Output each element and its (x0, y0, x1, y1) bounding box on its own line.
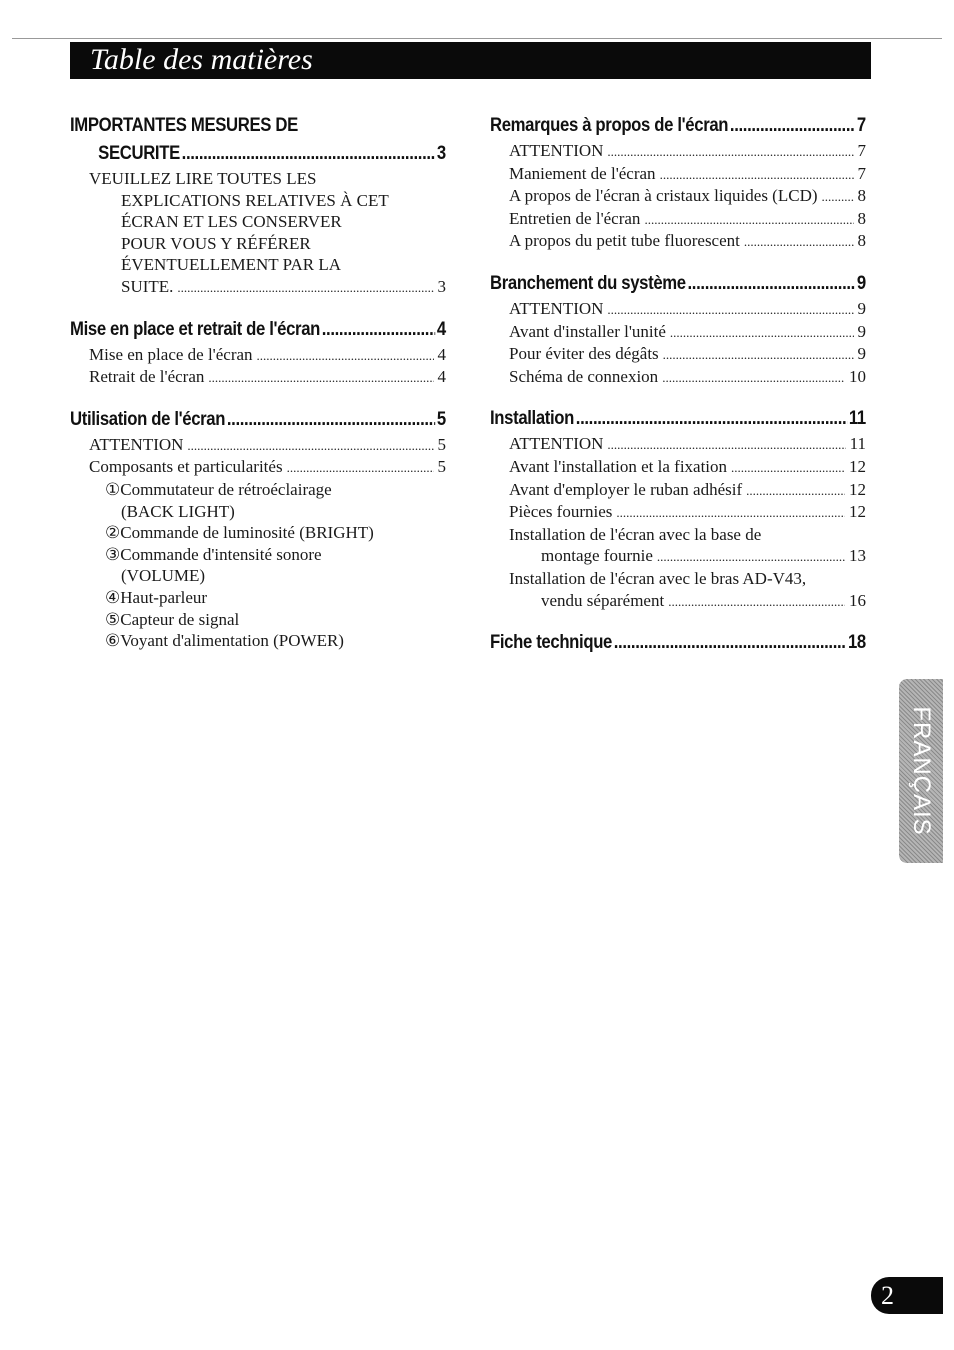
toc-section-installation (490, 405, 866, 612)
entry-text: Mise en place de l'écran (89, 344, 253, 364)
entry-text: Composants et particularités (89, 457, 283, 477)
sub-entry-continuation: (VOLUME) (121, 566, 206, 586)
entry-text: Retrait de l'écran (89, 367, 205, 387)
toc-entry[interactable] (70, 168, 446, 190)
dot-leader (660, 164, 854, 186)
dot-leader (822, 186, 854, 208)
toc-entry[interactable] (490, 366, 866, 389)
dot-leader (688, 270, 856, 298)
section-heading[interactable] (70, 316, 446, 344)
entry-line: ÉCRAN ET LES CONSERVER (121, 212, 342, 232)
toc-entry[interactable] (70, 344, 446, 367)
section-heading[interactable] (490, 270, 866, 298)
toc-section-mise-en-place (70, 316, 446, 389)
toc-entry-last-line[interactable] (70, 276, 446, 299)
dot-leader (744, 231, 854, 253)
heading-page-number: 7 (856, 115, 866, 136)
sub-entry[interactable]: ②Commande de luminosité (BRIGHT) (105, 523, 374, 543)
entry-page-number: 16 (849, 590, 866, 610)
dot-leader (731, 457, 845, 479)
entry-text: A propos de l'écran à cristaux liquides (LCD) (509, 186, 818, 206)
language-tab-label: FRANÇAIS (908, 706, 935, 836)
page-title: Table des matières (90, 43, 313, 76)
entry-line: VEUILLEZ LIRE TOUTES LES (89, 169, 317, 188)
entry-page-number: 11 (849, 434, 866, 454)
toc-entry[interactable] (490, 501, 866, 524)
entry-text: Schéma de connexion (509, 366, 659, 386)
dot-leader (614, 629, 846, 657)
dot-leader (287, 457, 434, 479)
toc-entry[interactable] (490, 343, 866, 366)
toc-entry[interactable] (70, 456, 446, 479)
sub-entry[interactable]: ④Haut-parleur (105, 587, 208, 607)
dot-leader (257, 345, 434, 367)
entry-text: ATTENTION (509, 141, 604, 160)
toc-entry[interactable] (490, 230, 866, 253)
entry-text: vendu séparément (541, 590, 665, 610)
entry-page-number: 10 (849, 366, 866, 386)
entry-text: montage fournie (541, 546, 653, 566)
entry-page-number: 5 (437, 457, 446, 477)
toc-section-securite (70, 112, 446, 299)
entry-text: Avant l'installation et la fixation (509, 456, 728, 476)
toc-entry[interactable] (490, 208, 866, 231)
toc-left-column (70, 112, 446, 669)
toc-section-fiche-technique (490, 629, 866, 657)
dot-leader (670, 322, 854, 344)
page-number: 2 (881, 1281, 894, 1310)
entry-page-number: 3 (437, 276, 446, 296)
page-number-badge (871, 1277, 943, 1314)
dot-leader (668, 591, 845, 613)
heading-text: Mise en place et retrait de l'écran (70, 318, 321, 340)
toc-entry[interactable] (490, 433, 866, 456)
entry-text: ATTENTION (89, 434, 184, 454)
section-heading[interactable] (70, 112, 446, 168)
dot-leader (662, 367, 845, 389)
dot-leader (730, 112, 855, 140)
title-bar (70, 42, 871, 79)
heading-text: Fiche technique (490, 632, 613, 654)
dot-leader (208, 367, 433, 389)
sub-entry[interactable]: ⑥Voyant d'alimentation (POWER) (105, 631, 344, 651)
section-heading[interactable] (70, 406, 446, 434)
toc-entry[interactable] (490, 163, 866, 186)
entry-text: SUITE. (121, 276, 174, 296)
dot-leader (182, 140, 436, 168)
dot-leader (576, 405, 847, 433)
dot-leader (227, 406, 435, 434)
toc-entry[interactable] (490, 479, 866, 502)
heading-line: SECURITE (98, 143, 180, 164)
heading-page-number: 18 (847, 632, 866, 654)
entry-page-number: 9 (857, 344, 866, 364)
top-rule (12, 38, 942, 39)
toc-entry[interactable] (490, 298, 866, 321)
dot-leader (607, 434, 845, 456)
entry-text: A propos du petit tube fluorescent (509, 231, 740, 251)
language-tab (899, 679, 943, 863)
entry-page-number: 9 (857, 298, 866, 318)
entry-line[interactable]: Installation de l'écran avec la base de (509, 524, 762, 544)
dot-leader (177, 277, 433, 299)
entry-page-number: 7 (857, 141, 866, 160)
dot-leader (616, 502, 845, 524)
heading-page-number: 11 (848, 408, 866, 430)
dot-leader (187, 435, 433, 457)
heading-page-number: 4 (436, 318, 446, 340)
entry-text: Avant d'employer le ruban adhésif (509, 479, 743, 499)
dot-leader (746, 480, 845, 502)
toc-right-column (490, 112, 866, 674)
entry-page-number: 5 (437, 434, 446, 454)
toc-section-branchement (490, 270, 866, 388)
entry-page-number: 4 (437, 344, 446, 364)
heading-text: Remarques à propos de l'écran (490, 115, 729, 136)
entry-line: EXPLICATIONS RELATIVES À CET (121, 190, 389, 210)
entry-page-number: 12 (849, 479, 866, 499)
section-heading[interactable] (490, 629, 866, 657)
toc-entry-last-line[interactable] (490, 545, 866, 568)
toc-entry[interactable] (70, 434, 446, 457)
heading-page-number: 5 (436, 408, 446, 430)
dot-leader (657, 546, 845, 568)
sub-entry[interactable]: ③Commande d'intensité sonore (105, 544, 322, 564)
entry-page-number: 4 (437, 367, 446, 387)
toc-entry[interactable] (490, 321, 866, 344)
toc-section-remarques (490, 112, 866, 253)
dot-leader (607, 299, 853, 321)
toc-entry[interactable] (490, 185, 866, 208)
toc-entry[interactable] (490, 140, 866, 163)
entry-text: Pour éviter des dégâts (509, 344, 659, 364)
entry-line: POUR VOUS Y RÉFÉRER (121, 233, 311, 253)
toc-entry-last-line[interactable] (490, 590, 866, 613)
entry-text: ATTENTION (509, 298, 604, 318)
sub-entry-continuation: (BACK LIGHT) (121, 501, 235, 521)
entry-text: Pièces fournies (509, 502, 613, 522)
entry-text: Entretien de l'écran (509, 208, 641, 228)
section-heading[interactable] (490, 112, 866, 140)
entry-page-number: 13 (849, 546, 866, 566)
entry-page-number: 8 (857, 208, 866, 228)
entry-page-number: 8 (857, 231, 866, 251)
dot-leader (663, 344, 854, 366)
entry-text: ATTENTION (509, 434, 604, 454)
heading-page-number: 3 (436, 143, 446, 164)
dot-leader (644, 209, 853, 231)
entry-page-number: 12 (849, 502, 866, 522)
toc-section-utilisation (70, 406, 446, 652)
heading-line: IMPORTANTES MESURES DE (70, 115, 298, 136)
heading-text: Branchement du système (490, 272, 686, 294)
entry-page-number: 9 (857, 321, 866, 341)
entry-page-number: 7 (857, 163, 866, 183)
entry-page-number: 12 (849, 456, 866, 476)
entry-page-number: 8 (857, 186, 866, 206)
dot-leader (607, 141, 853, 163)
heading-text: Installation (490, 408, 575, 430)
sub-entry[interactable]: ⑤Capteur de signal (105, 609, 240, 629)
toc-entry[interactable] (70, 366, 446, 389)
entry-text: Maniement de l'écran (509, 163, 656, 183)
entry-line[interactable]: Installation de l'écran avec le bras AD-V43, (509, 568, 807, 588)
entry-text: Avant d'installer l'unité (509, 321, 666, 341)
entry-line: ÉVENTUELLEMENT PAR LA (121, 255, 342, 275)
heading-text: Utilisation de l'écran (70, 408, 226, 430)
toc-entry[interactable] (490, 456, 866, 479)
section-heading[interactable] (490, 405, 866, 433)
heading-page-number: 9 (856, 272, 866, 294)
sub-entry[interactable]: ①Commutateur de rétroéclairage (105, 479, 332, 499)
dot-leader (322, 316, 435, 344)
